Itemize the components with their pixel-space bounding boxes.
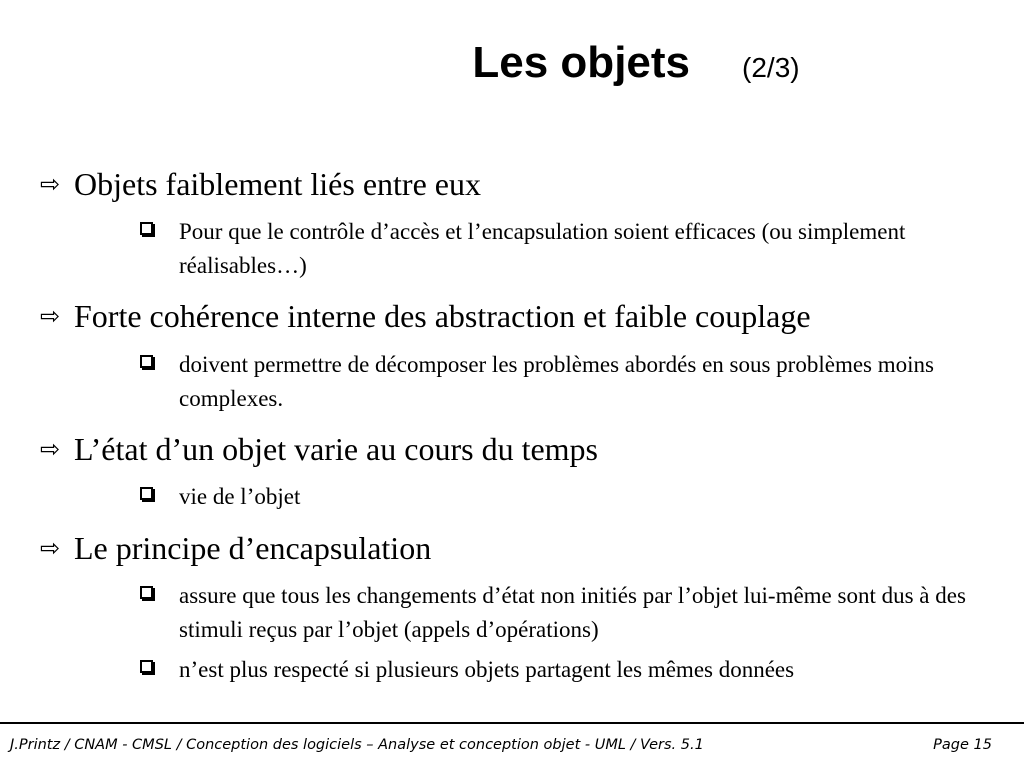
sub-bullet-text: vie de l’objet [179,484,301,509]
footer-credits: J.Printz / CNAM - CMSL / Conception des logiciels – Analyse et conception objet - UML / Vers. 5.1 [10,737,704,753]
sub-bullet-item [140,653,1000,687]
title-subtitle: (2/3) [742,52,800,83]
bullet-item [40,530,431,566]
arrow-bullet-icon: ⇨ [40,302,61,330]
arrow-bullet-icon: ⇨ [40,435,61,463]
arrow-bullet-icon: ⇨ [40,170,61,198]
title-main: Les objets [472,38,691,87]
checkbox-bullet-icon [140,487,153,500]
sub-bullet-item [140,348,1000,416]
checkbox-bullet-icon [140,586,153,599]
bullet-item [40,166,481,202]
slide-title [0,38,1024,88]
bullet-text: Forte cohérence interne des abstraction et faible couplage [74,298,811,334]
page-number: Page 15 [933,737,992,753]
checkbox-bullet-icon [140,222,153,235]
bullet-text: Le principe d’encapsulation [74,530,432,566]
bullet-text: L’état d’un objet varie au cours du temps [74,431,598,467]
bullet-item [40,431,598,467]
checkbox-bullet-icon [140,660,153,673]
footer-divider [0,722,1024,724]
sub-bullet-text: n’est plus respecté si plusieurs objets partagent les mêmes données [179,657,795,682]
bullet-text: Objets faiblement liés entre eux [74,166,481,202]
checkbox-bullet-icon [140,355,153,368]
sub-bullet-text: Pour que le contrôle d’accès et l’encapsulation soient efficaces (ou simplement réalisables…) [179,219,906,278]
arrow-bullet-icon: ⇨ [40,534,61,562]
sub-bullet-item [140,215,1000,283]
sub-bullet-text: assure que tous les changements d’état non initiés par l’objet lui-même sont dus à des stimuli reçus par l’objet (appels d’opérations) [179,583,966,642]
sub-bullet-text: doivent permettre de décomposer les problèmes abordés en sous problèmes moins complexes. [179,352,934,411]
sub-bullet-item [140,579,1000,647]
sub-bullet-item [140,480,1000,514]
bullet-item [40,298,811,334]
